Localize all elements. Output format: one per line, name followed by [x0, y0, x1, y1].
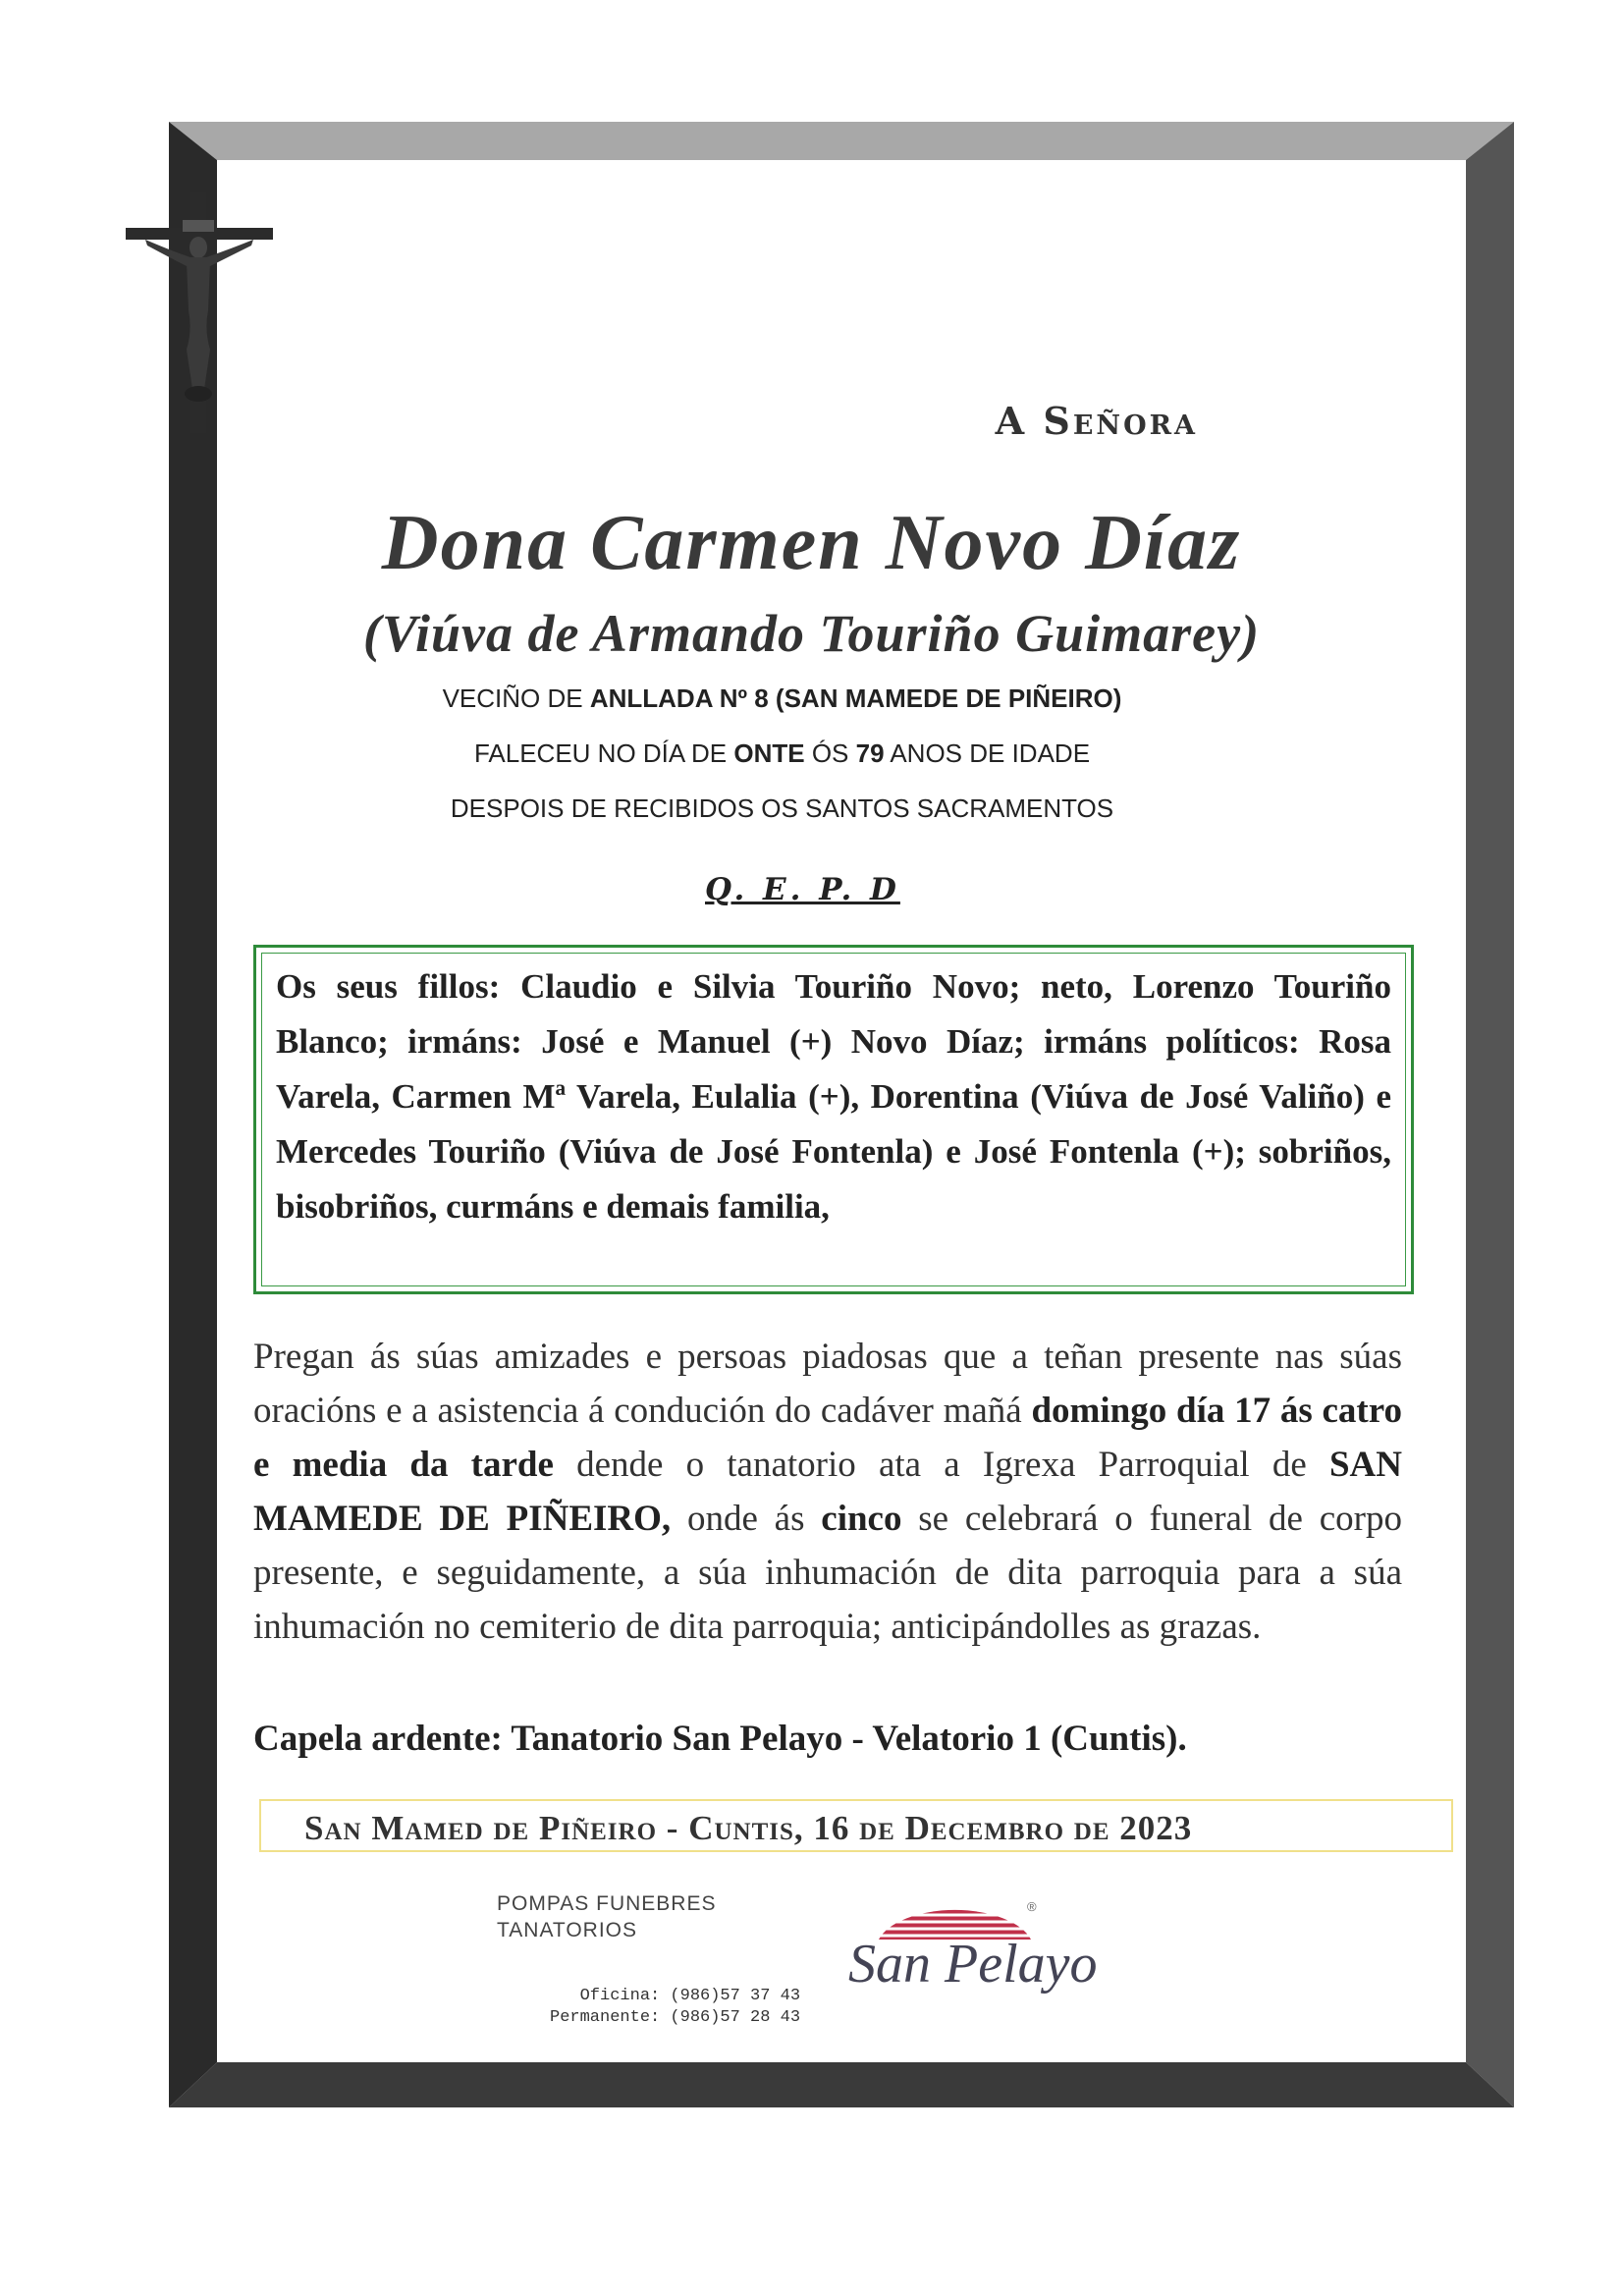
- family-text: Os seus fillos: Claudio e Silvia Touriño Novo; neto, Lorenzo Touriño Blanco; irmáns: José e Manuel (+) Novo Díaz; irmáns políticos: Rosa Varela, Carmen Mª Varela, Eulalia (+), Dorentina (Viúva de José Valiño) e Mercedes Touriño (Viúva de José Fontenla) e José Fontenla (+); sobriños, bisobriños, curmáns e demais familia,: [276, 967, 1391, 1226]
- funeral-details: [253, 1330, 1402, 1654]
- details-part-1: Pregan ás súas amizades e persoas piadosas que a teñan presente nas súas oracións e a asistencia á condución do cadáver mañá: [253, 1337, 1402, 1431]
- details-part-5: onde ás: [671, 1499, 822, 1539]
- phone-office: Oficina: (986)57 37 43: [579, 1987, 801, 2005]
- residence-line: [0, 683, 1564, 714]
- salutation: A Señora: [995, 399, 1198, 443]
- residence-address: ANLLADA Nº 8 (SAN MAMEDE DE PIÑEIRO): [589, 683, 1122, 713]
- death-suffix: ANOS DE IDADE: [884, 738, 1091, 768]
- death-age: 79: [855, 738, 885, 768]
- chapel-line: Capela ardente: Tanatorio San Pelayo - Velatorio 1 (Cuntis).: [253, 1719, 1187, 1759]
- qepd-label: Q. E. P. D: [705, 872, 900, 907]
- company-description: [497, 1890, 716, 1943]
- company-phones: [550, 1986, 800, 2029]
- details-church: SAN MAMEDE DE PIÑEIRO,: [253, 1445, 1402, 1539]
- death-day: ONTE: [733, 738, 805, 768]
- details-date-time: domingo día 17 ás catro e media da tarde: [253, 1391, 1403, 1485]
- registered-mark: ®: [1027, 1899, 1037, 1914]
- company-line-1: POMPAS FUNEBRES: [497, 1892, 717, 1915]
- phone-permanent: Permanente: (986)57 28 43: [550, 2008, 801, 2027]
- place-date-box: [259, 1799, 1453, 1852]
- details-part-7: se celebrará o funeral de corpo presente, e seguidamente, a súa inhumación de dita parroquia para a súa inhumación no cemiterio de dita parroquia; anticipándolles as grazas.: [253, 1499, 1402, 1647]
- residence-prefix: VECIÑO DE: [442, 683, 590, 713]
- death-mid: ÓS: [804, 738, 856, 768]
- details-part-3: dende o tanatorio ata a Igrexa Parroquial de: [553, 1445, 1329, 1485]
- family-box: [253, 945, 1414, 1294]
- place-date: San Mamed de Piñeiro - Cuntis, 16 de Decembro de 2023: [304, 1809, 1193, 1847]
- company-line-2: TANATORIOS: [497, 1919, 638, 1941]
- widow-of: (Viúva de Armando Touriño Guimarey): [362, 604, 1261, 663]
- deceased-name: Dona Carmen Novo Díaz: [381, 500, 1242, 586]
- details-hour: cinco: [821, 1499, 902, 1539]
- logo-text: San Pelayo: [848, 1934, 1098, 1995]
- sacraments-line: DESPOIS DE RECIBIDOS OS SANTOS SACRAMENTOS: [450, 793, 1114, 823]
- death-prefix: FALECEU NO DÍA DE: [473, 738, 734, 768]
- crucifix-icon: [126, 183, 273, 436]
- death-line: [0, 738, 1564, 769]
